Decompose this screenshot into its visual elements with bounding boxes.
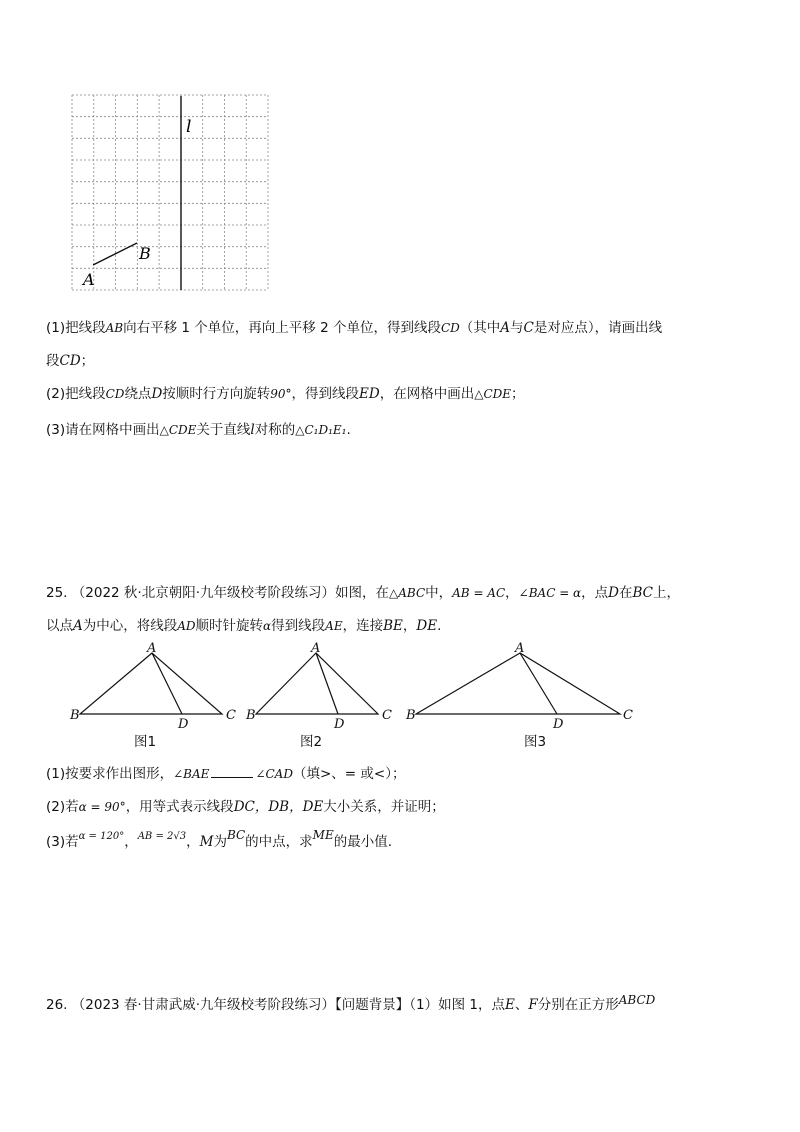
math-de: DE: [416, 618, 438, 634]
text: 【问题背景】: [335, 997, 410, 1013]
q25-part2: [46, 797, 445, 817]
math-f: F: [528, 997, 538, 1013]
figure-3: [416, 653, 620, 714]
text: .: [437, 618, 442, 634]
math-c: C: [523, 320, 534, 336]
question-source: （2023 春·甘肃武威·九年级校考阶段练习）: [71, 997, 336, 1013]
math-segments: DC，DB，DE: [233, 799, 324, 815]
text: 大小关系，并证明；: [323, 799, 445, 815]
text: (1)按要求作出图形，: [46, 766, 174, 782]
math-be: BE: [383, 618, 403, 634]
fig2-label-c: C: [382, 708, 392, 723]
text: 以点: [46, 618, 73, 634]
text: 为中心，将线段: [82, 618, 178, 634]
text: ，: [505, 585, 519, 601]
math-cd: CD: [105, 387, 125, 401]
math-tri: △CDE: [159, 423, 197, 437]
text: 的中点，求: [245, 834, 313, 850]
math-alpha: α: [263, 619, 272, 633]
q24-part3: [46, 420, 351, 440]
answer-blank[interactable]: [211, 765, 253, 778]
math-d: D: [608, 585, 619, 601]
text: （其中: [459, 320, 501, 336]
text: 向右平移 1 个单位，再向上平移 2 个单位，得到线段: [123, 320, 441, 336]
fig1-label-c: C: [226, 708, 236, 723]
text: 在: [619, 585, 633, 601]
text: 关于直线: [196, 422, 251, 438]
fig2-label-a: A: [311, 641, 321, 656]
text: 的最小值.: [333, 834, 393, 850]
fig2-label-d: D: [334, 717, 345, 732]
text: ；: [80, 353, 95, 369]
math-tri: △CDE: [474, 387, 512, 401]
math-deg: 90°: [270, 387, 292, 401]
fig2-caption: 图2: [300, 734, 323, 750]
q25-part1: [46, 764, 405, 784]
math-eq: α = 120°: [78, 831, 125, 842]
math-me: ME: [312, 828, 334, 842]
label-b: B: [139, 244, 151, 263]
text: 分别在正方形: [537, 997, 619, 1013]
math-d: D: [151, 386, 163, 402]
text: 对称的: [254, 422, 296, 438]
text: 上，: [653, 585, 681, 601]
text: ，得到线段: [291, 386, 360, 402]
text: ；: [511, 386, 525, 402]
grid-figure: [60, 88, 280, 298]
text: ，: [186, 834, 200, 850]
label-l: l: [186, 117, 192, 137]
fig3-caption: 图3: [524, 734, 547, 750]
text: （1）如图 1，点: [409, 997, 505, 1013]
q26-line1: [46, 995, 655, 1015]
math-bc: BC: [632, 585, 654, 601]
q25-part3: [46, 828, 393, 854]
label-a: A: [83, 270, 95, 289]
math-eq: AB = 2√3: [137, 831, 187, 842]
math-angle: ∠BAE: [173, 767, 210, 781]
fig2-label-b: B: [246, 708, 256, 723]
math-a: A: [73, 618, 83, 634]
question-number: 25.: [46, 585, 68, 601]
math-e: E: [505, 997, 515, 1013]
math-ab: AB: [105, 321, 124, 335]
text: 中，: [425, 585, 453, 601]
q25-line1: [46, 583, 680, 603]
math-a: A: [500, 320, 511, 336]
math-ed: ED: [359, 386, 380, 402]
q24-part1-line2: [46, 351, 94, 371]
fig1-label-b: B: [70, 708, 80, 723]
q24-part1-line1: [46, 318, 662, 338]
fig1-caption: 图1: [134, 734, 157, 750]
text: 是对应点），请画出线: [533, 320, 663, 336]
fig1-label-a: A: [147, 641, 157, 656]
segment-ab: [93, 243, 137, 265]
math-eq: AB = AC: [452, 586, 506, 600]
text: .: [346, 422, 351, 438]
text: ，用等式表示线段: [125, 799, 234, 815]
figure-2: [256, 653, 378, 714]
q25-line2: [46, 616, 441, 636]
q24-part2: [46, 384, 525, 404]
fig3-label-b: B: [406, 708, 416, 723]
text: (3)若: [46, 834, 79, 850]
math-eq: α = 90°: [78, 800, 126, 814]
text: (3)请在网格中画出: [46, 422, 160, 438]
fig1-label-d: D: [178, 717, 189, 732]
math-cd: CD: [440, 321, 460, 335]
text: 段: [46, 353, 60, 369]
question-source: （2022 秋·北京朝阳·九年级校考阶段练习）: [71, 585, 336, 601]
math-cd: CD: [59, 353, 81, 369]
text: (1)把线段: [46, 320, 106, 336]
math-tri: △C₁D₁E₁: [295, 423, 347, 437]
text: 、: [514, 997, 529, 1013]
text: (2)若: [46, 799, 79, 815]
text: 与: [510, 320, 524, 336]
text: ，在网格中画出: [379, 386, 475, 402]
math-eq: ∠BAC = α: [518, 586, 582, 600]
text: （填>、= 或<）；: [292, 766, 406, 782]
math-bc: BC: [226, 828, 246, 842]
text: ，连接: [342, 618, 384, 634]
text: 按顺时行方向旋转: [162, 386, 271, 402]
text: 绕点: [124, 386, 152, 402]
math-ae: AE: [325, 619, 343, 633]
fig3-label-a: A: [515, 641, 525, 656]
math-ad: AD: [177, 619, 196, 633]
text: 为: [213, 834, 227, 850]
text: ，: [402, 618, 417, 634]
text: 顺时针旋转: [195, 618, 264, 634]
text: 如图，在: [335, 585, 390, 601]
figure-1: [80, 653, 222, 714]
text: (2)把线段: [46, 386, 106, 402]
math-square: ABCD: [618, 993, 656, 1007]
text: 得到线段: [271, 618, 326, 634]
text: ，点: [581, 585, 609, 601]
fig3-label-c: C: [623, 708, 633, 723]
math-m: M: [199, 834, 214, 850]
math-angle: ∠CAD: [255, 767, 293, 781]
math-l: l: [250, 422, 255, 438]
text: ，: [124, 834, 138, 850]
question-number: 26.: [46, 997, 68, 1013]
math-tri: △ABC: [389, 586, 426, 600]
fig3-label-d: D: [553, 717, 564, 732]
